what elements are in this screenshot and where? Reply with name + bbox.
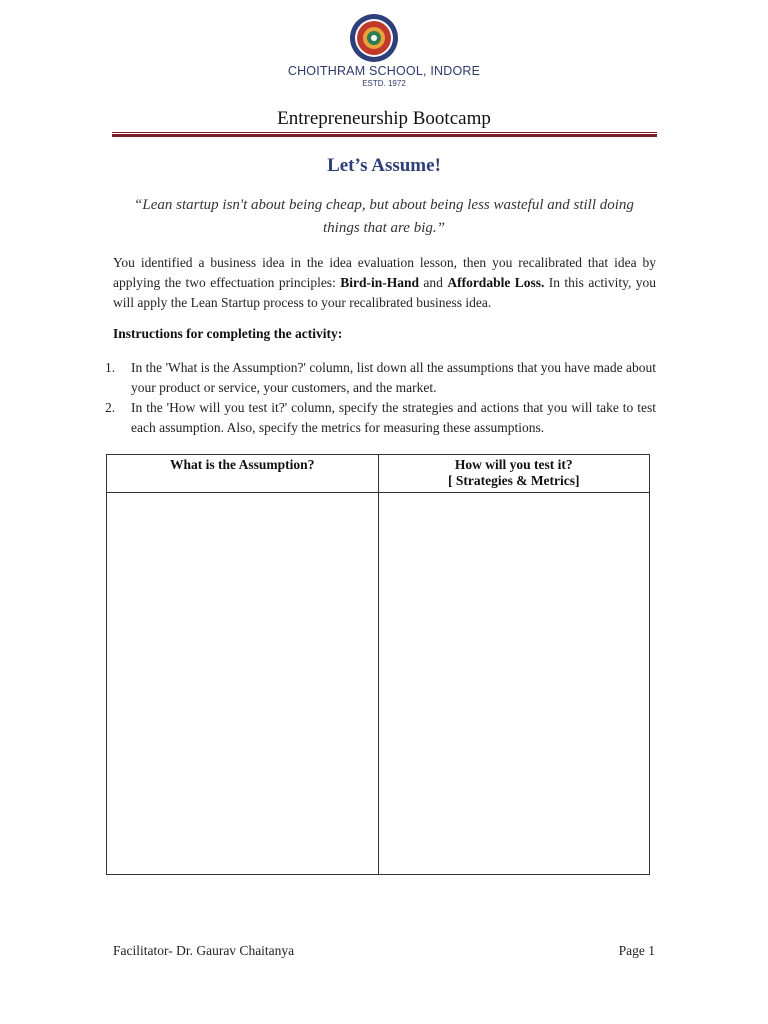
established-year: ESTD. 1972 bbox=[362, 79, 406, 88]
table-header-row bbox=[107, 455, 650, 493]
footer-facilitator: Facilitator- Dr. Gaurav Chaitanya bbox=[113, 943, 295, 958]
col-header-test-line2: [ Strategies & Metrics] bbox=[447, 473, 580, 488]
list-item-text: In the 'What is the Assumption?' column, list down all the assumptions that you have made about your product or service, your customers, and the market. bbox=[131, 360, 656, 395]
list-item bbox=[105, 398, 656, 438]
intro-paragraph bbox=[113, 253, 656, 313]
intro-text-1: You identified a business idea in the idea evaluation lesson, then you recalibrated that idea by applying the two effectuation principles: bbox=[113, 255, 656, 290]
title-divider bbox=[112, 132, 657, 137]
intro-bold-bird-in-hand: Bird-in-Hand bbox=[340, 275, 420, 290]
list-item-number: 2. bbox=[105, 400, 116, 415]
col-header-test bbox=[378, 455, 650, 493]
quote: “Lean startup isn't about being cheap, but about being less wasteful and still doing things that are big.” bbox=[134, 197, 634, 236]
table-row bbox=[107, 493, 650, 875]
intro-text-3: In this activity, you will apply the Lean Startup process to your recalibrated business idea. bbox=[113, 275, 656, 310]
col-header-test-line1: How will you test it? bbox=[454, 457, 573, 472]
assumption-cell[interactable] bbox=[107, 493, 379, 875]
instructions-list bbox=[105, 358, 656, 438]
col-header-assumption-label: What is the Assumption? bbox=[170, 457, 315, 472]
col-header-assumption bbox=[107, 455, 379, 493]
document-title: Entrepreneurship Bootcamp bbox=[277, 108, 491, 129]
assumption-table bbox=[106, 454, 650, 875]
list-item-text: In the 'How will you test it?' column, specify the strategies and actions that you will take to test each assumption. Also, specify the metrics for measuring these assumptions. bbox=[131, 400, 656, 435]
intro-bold-affordable-loss: Affordable Loss. bbox=[447, 275, 545, 290]
page-heading: Let’s Assume! bbox=[327, 155, 441, 176]
school-name: CHOITHRAM SCHOOL, INDORE bbox=[287, 64, 481, 78]
test-strategy-cell[interactable] bbox=[378, 493, 650, 875]
page-number: Page 1 bbox=[618, 943, 655, 958]
list-item bbox=[105, 358, 656, 398]
school-crest-icon bbox=[349, 13, 399, 63]
intro-text-2: and bbox=[419, 275, 448, 290]
instructions-title: Instructions for completing the activity: bbox=[113, 326, 343, 341]
list-item-number: 1. bbox=[105, 360, 116, 375]
